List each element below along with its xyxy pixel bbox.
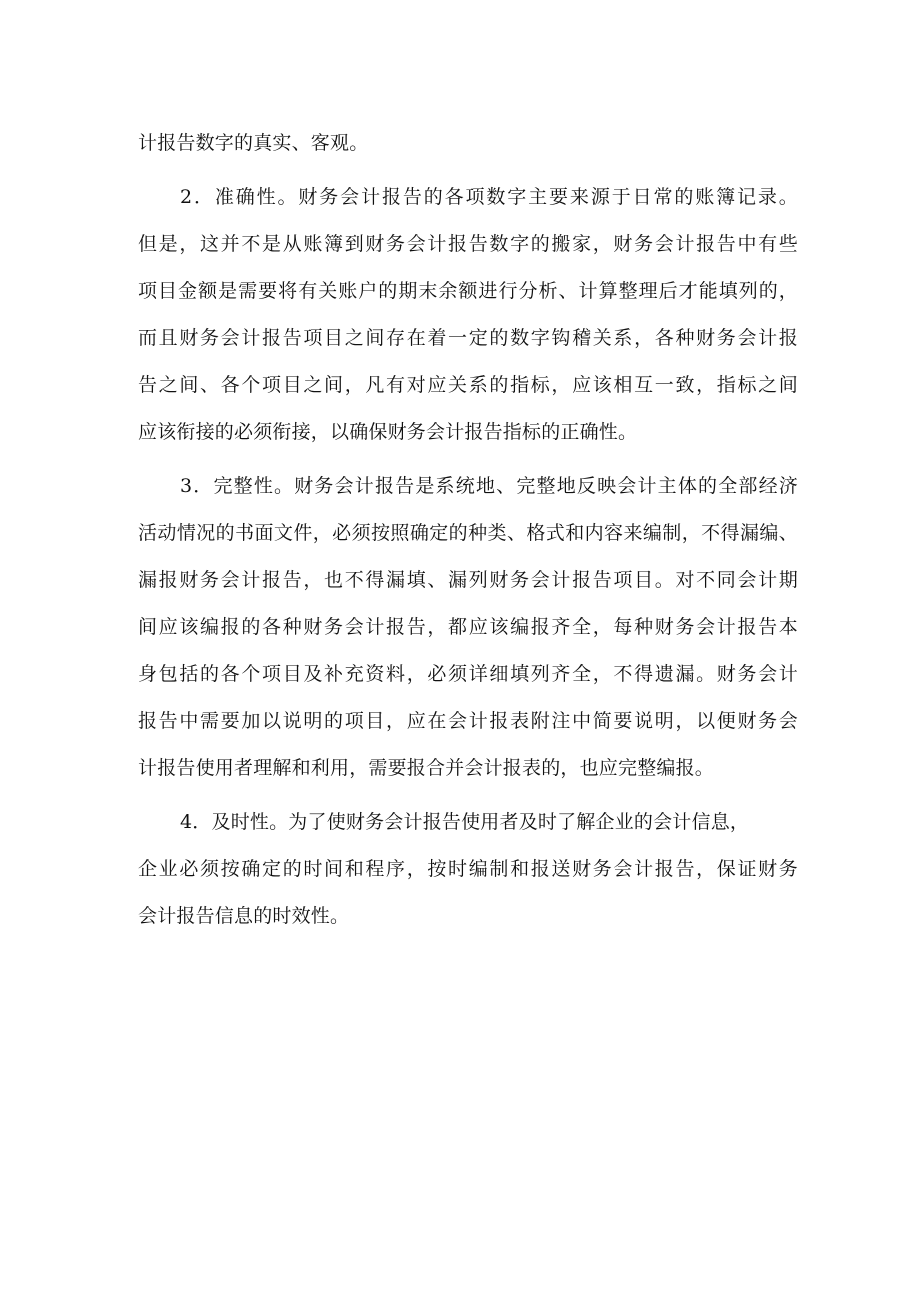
text-line: 身包括的各个项目及补充资料，必须详细填列齐全，不得遗漏。财务会计 <box>138 663 798 685</box>
text-line: 而且财务会计报告项目之间存在着一定的数字钩稽关系，各种财务会计报 <box>138 327 798 349</box>
text-line: 间应该编报的各种财务会计报告，都应该编报齐全，每种财务会计报告本 <box>138 616 798 638</box>
text-line: 但是，这并不是从账簿到财务会计报告数字的搬家，财务会计报告中有些 <box>138 233 798 255</box>
body-text <box>138 120 798 940</box>
text-line: 项目金额是需要将有关账户的期末余额进行分析、计算整理后才能填列的， <box>138 280 798 302</box>
text-line: 会计报告信息的时效性。 <box>138 905 350 927</box>
text-line: 计报告数字的真实、客观。 <box>138 132 369 154</box>
text-line: 企业必须按确定的时间和程序，按时编制和报送财务会计报告，保证财务 <box>138 858 798 880</box>
text-line: 计报告使用者理解和利用，需要报合并会计报表的，也应完整编报。 <box>138 757 715 779</box>
text-line: 告之间、各个项目之间，凡有对应关系的指标，应该相互一致，指标之间 <box>138 374 798 396</box>
text-line: 报告中需要加以说明的项目，应在会计报表附注中简要说明，以便财务会 <box>138 710 798 732</box>
text-line: 应该衔接的必须衔接，以确保财务会计报告指标的正确性。 <box>138 421 638 443</box>
text-line: 漏报财务会计报告，也不得漏填、漏列财务会计报告项目。对不同会计期 <box>138 569 798 591</box>
paragraph-timeliness-start: 4．及时性。为了使财务会计报告使用者及时了解企业的会计信息， <box>180 811 750 833</box>
paragraph-completeness-start: 3．完整性。财务会计报告是系统地、完整地反映会计主体的全部经济 <box>180 475 798 497</box>
paragraph-accuracy-start: 2．准确性。财务会计报告的各项数字主要来源于日常的账簿记录。 <box>180 186 798 208</box>
text-line: 活动情况的书面文件，必须按照确定的种类、格式和内容来编制，不得漏编、 <box>138 522 798 544</box>
